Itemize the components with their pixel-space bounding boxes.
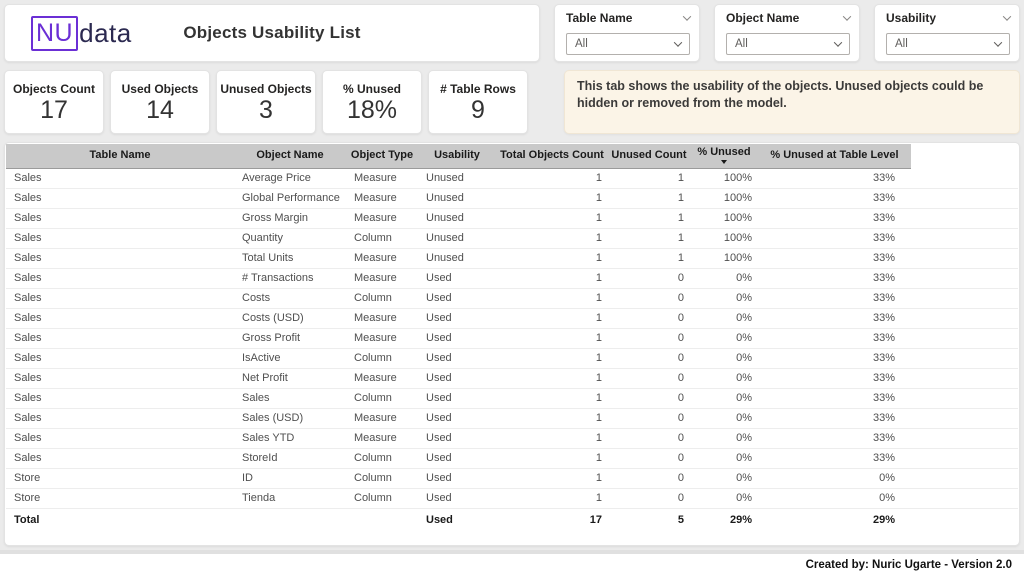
cell: 33%: [758, 208, 911, 228]
cell: Sales: [6, 368, 234, 388]
cell: Column: [346, 348, 418, 368]
cell: Tienda: [234, 488, 346, 508]
table-row[interactable]: [6, 268, 1018, 288]
cell: Store: [6, 468, 234, 488]
column-header-unused-count[interactable]: Unused Count: [608, 144, 690, 168]
cell: Measure: [346, 368, 418, 388]
cell: Sales: [6, 208, 234, 228]
table-header-row: [6, 144, 1018, 168]
cell: 33%: [758, 428, 911, 448]
cell: Column: [346, 448, 418, 468]
cell: 100%: [690, 228, 758, 248]
cell: Column: [346, 228, 418, 248]
cell: [911, 208, 1018, 228]
table-row[interactable]: [6, 288, 1018, 308]
table-row[interactable]: [6, 328, 1018, 348]
chevron-down-icon: [834, 38, 842, 46]
cell: Costs: [234, 288, 346, 308]
cell: 0%: [758, 468, 911, 488]
cell: 1: [496, 428, 608, 448]
table-row[interactable]: [6, 388, 1018, 408]
cell: Column: [346, 388, 418, 408]
cell: 0: [608, 468, 690, 488]
chevron-down-icon: [674, 38, 682, 46]
slicer-usability: [874, 4, 1020, 62]
cell: [911, 408, 1018, 428]
usability-table: [6, 144, 1018, 532]
cell: 0%: [690, 448, 758, 468]
cell: # Transactions: [234, 268, 346, 288]
cell: 33%: [758, 288, 911, 308]
kpi-used-objects: [110, 70, 210, 134]
cell: Unused: [418, 228, 496, 248]
cell: Used: [418, 488, 496, 508]
cell: Sales: [6, 448, 234, 468]
cell: Used: [418, 448, 496, 468]
total-cell: Used: [418, 508, 496, 532]
cell: 1: [608, 208, 690, 228]
total-cell: 29%: [690, 508, 758, 532]
cell: 0%: [690, 468, 758, 488]
usability-table-card: [4, 142, 1020, 546]
cell: 33%: [758, 268, 911, 288]
cell: 33%: [758, 348, 911, 368]
table-row[interactable]: [6, 448, 1018, 468]
cell: 0: [608, 448, 690, 468]
cell: Measure: [346, 168, 418, 188]
slicer-object-name-dropdown[interactable]: [726, 33, 850, 55]
cell: 1: [496, 268, 608, 288]
slicer-table-name-dropdown[interactable]: [566, 33, 690, 55]
cell: Sales: [6, 188, 234, 208]
header-filler: [911, 144, 1018, 168]
kpi-label: Used Objects: [121, 81, 199, 96]
cell: Total Units: [234, 248, 346, 268]
cell: Measure: [346, 188, 418, 208]
cell: 1: [608, 168, 690, 188]
cell: 0: [608, 368, 690, 388]
cell: Store: [6, 488, 234, 508]
kpi-objects-count: [4, 70, 104, 134]
cell: Measure: [346, 268, 418, 288]
kpi-value: 3: [259, 95, 273, 124]
column-header-total-objects-count[interactable]: Total Objects Count: [496, 144, 608, 168]
cell: 0%: [690, 268, 758, 288]
cell: 33%: [758, 448, 911, 468]
cell: Unused: [418, 208, 496, 228]
cell: 33%: [758, 328, 911, 348]
table-total-row: [6, 508, 1018, 532]
kpi-label: Unused Objects: [220, 81, 312, 96]
kpi-table-rows: [428, 70, 528, 134]
cell: 100%: [690, 168, 758, 188]
kpi-value: 18%: [346, 95, 398, 124]
cell: 33%: [758, 308, 911, 328]
slicer-object-name: [714, 4, 860, 62]
table-row[interactable]: [6, 308, 1018, 328]
cell: 0: [608, 388, 690, 408]
slicer-label: Usability: [886, 11, 937, 25]
cell: 1: [496, 468, 608, 488]
cell: [911, 488, 1018, 508]
cell: 1: [496, 188, 608, 208]
slicer-usability-dropdown[interactable]: [886, 33, 1010, 55]
cell: [911, 188, 1018, 208]
total-cell: [346, 508, 418, 532]
cell: Unused: [418, 248, 496, 268]
column-header-usability[interactable]: Usability: [418, 144, 496, 168]
logo-data-text: data: [79, 17, 132, 48]
cell: 1: [496, 208, 608, 228]
cell: Costs (USD): [234, 308, 346, 328]
slicer-selected-value: All: [575, 38, 588, 50]
column-header-table-name[interactable]: Table Name: [6, 144, 234, 168]
cell: 33%: [758, 248, 911, 268]
cell: Sales: [6, 168, 234, 188]
cell: Sales (USD): [234, 408, 346, 428]
chevron-down-icon: [994, 38, 1002, 46]
cell: 33%: [758, 408, 911, 428]
cell: 1: [496, 488, 608, 508]
table-row[interactable]: [6, 248, 1018, 268]
cell: Used: [418, 348, 496, 368]
cell: 100%: [690, 188, 758, 208]
cell: [911, 448, 1018, 468]
table-row[interactable]: [6, 228, 1018, 248]
cell: ID: [234, 468, 346, 488]
cell: Sales: [6, 328, 234, 348]
cell: IsActive: [234, 348, 346, 368]
cell: Unused: [418, 188, 496, 208]
cell: 1: [496, 408, 608, 428]
slicer-selected-value: All: [895, 38, 908, 50]
cell: [911, 368, 1018, 388]
cell: Gross Profit: [234, 328, 346, 348]
cell: Column: [346, 288, 418, 308]
cell: Used: [418, 308, 496, 328]
slicer-selected-value: All: [735, 38, 748, 50]
cell: Sales: [234, 388, 346, 408]
cell: Sales: [6, 228, 234, 248]
kpi-value: 14: [146, 95, 174, 124]
table-row[interactable]: [6, 208, 1018, 228]
cell: [911, 268, 1018, 288]
cell: 0: [608, 328, 690, 348]
info-note: This tab shows the usability of the objects. Unused objects could be hidden or removed from the model.: [564, 70, 1020, 134]
column-header-object-type[interactable]: Object Type: [346, 144, 418, 168]
table-row[interactable]: [6, 468, 1018, 488]
cell: Used: [418, 428, 496, 448]
cell: Used: [418, 368, 496, 388]
cell: 0%: [690, 348, 758, 368]
cell: 1: [496, 168, 608, 188]
cell: 0: [608, 488, 690, 508]
cell: StoreId: [234, 448, 346, 468]
kpi-row: [4, 70, 1020, 134]
cell: [911, 248, 1018, 268]
cell: 33%: [758, 188, 911, 208]
cell: Global Performance: [234, 188, 346, 208]
cell: 0: [608, 348, 690, 368]
cell: Measure: [346, 428, 418, 448]
total-cell: 17: [496, 508, 608, 532]
total-cell: [234, 508, 346, 532]
slicer-usability-header[interactable]: [886, 11, 1010, 25]
cell: 0%: [690, 288, 758, 308]
cell: Quantity: [234, 228, 346, 248]
logo-nu-mark: NU: [31, 16, 78, 51]
cell: Sales: [6, 408, 234, 428]
slicer-label: Object Name: [726, 11, 800, 25]
footer-bar: [0, 550, 1024, 575]
slicer-table-name-header[interactable]: [566, 11, 690, 25]
total-cell: 29%: [758, 508, 911, 532]
cell: [911, 428, 1018, 448]
cell: 100%: [690, 208, 758, 228]
cell: Column: [346, 468, 418, 488]
kpi-value: 17: [40, 95, 68, 124]
chevron-down-icon: [1003, 12, 1011, 20]
cell: Measure: [346, 308, 418, 328]
cell: 33%: [758, 368, 911, 388]
cell: Measure: [346, 328, 418, 348]
total-filler: [911, 508, 1018, 532]
chevron-down-icon: [843, 12, 851, 20]
cell: Average Price: [234, 168, 346, 188]
cell: 33%: [758, 168, 911, 188]
cell: 100%: [690, 248, 758, 268]
cell: 0%: [758, 488, 911, 508]
cell: 1: [496, 448, 608, 468]
table-row[interactable]: [6, 408, 1018, 428]
kpi-pct-unused: [322, 70, 422, 134]
cell: [911, 388, 1018, 408]
cell: 0%: [690, 368, 758, 388]
sort-descending-icon: [721, 160, 727, 164]
cell: 0: [608, 288, 690, 308]
cell: 1: [496, 288, 608, 308]
cell: Sales: [6, 308, 234, 328]
cell: Sales: [6, 248, 234, 268]
cell: Used: [418, 328, 496, 348]
cell: 1: [608, 248, 690, 268]
cell: 1: [496, 348, 608, 368]
table-row[interactable]: [6, 368, 1018, 388]
table-row[interactable]: [6, 168, 1018, 188]
cell: Sales: [6, 348, 234, 368]
table-row[interactable]: [6, 348, 1018, 368]
cell: 1: [496, 248, 608, 268]
cell: 0: [608, 408, 690, 428]
cell: 0: [608, 428, 690, 448]
column-header-pct-unused-table-level[interactable]: % Unused at Table Level: [758, 144, 911, 168]
cell: [911, 168, 1018, 188]
cell: 0%: [690, 328, 758, 348]
cell: Sales: [6, 268, 234, 288]
cell: Net Profit: [234, 368, 346, 388]
kpi-label: Objects Count: [12, 81, 95, 96]
table-row[interactable]: [6, 428, 1018, 448]
cell: [911, 468, 1018, 488]
cell: [911, 348, 1018, 368]
column-header-object-name[interactable]: Object Name: [234, 144, 346, 168]
cell: 0%: [690, 488, 758, 508]
cell: 33%: [758, 388, 911, 408]
cell: 0: [608, 268, 690, 288]
cell: Sales YTD: [234, 428, 346, 448]
cell: [911, 328, 1018, 348]
column-header-pct-unused[interactable]: % Unused: [690, 144, 758, 168]
cell: Used: [418, 268, 496, 288]
cell: 1: [496, 388, 608, 408]
cell: 0: [608, 308, 690, 328]
cell: Unused: [418, 168, 496, 188]
cell: 1: [496, 308, 608, 328]
kpi-label: # Table Rows: [440, 81, 516, 96]
title-card: [4, 4, 540, 62]
slicer-table-name: [554, 4, 700, 62]
total-label: Total: [6, 508, 234, 532]
cell: 33%: [758, 228, 911, 248]
slicer-label: Table Name: [566, 11, 633, 25]
cell: [911, 308, 1018, 328]
cell: Measure: [346, 248, 418, 268]
cell: 0%: [690, 408, 758, 428]
cell: Used: [418, 408, 496, 428]
cell: Sales: [6, 428, 234, 448]
cell: Gross Margin: [234, 208, 346, 228]
kpi-label: % Unused: [342, 81, 401, 96]
cell: 1: [608, 228, 690, 248]
table-row[interactable]: [6, 188, 1018, 208]
kpi-value: 9: [471, 95, 485, 124]
cell: Measure: [346, 208, 418, 228]
cell: 0%: [690, 308, 758, 328]
cell: 0%: [690, 388, 758, 408]
cell: 1: [496, 228, 608, 248]
total-cell: 5: [608, 508, 690, 532]
cell: 0%: [690, 428, 758, 448]
cell: [911, 288, 1018, 308]
top-row: [4, 4, 1020, 62]
chevron-down-icon: [683, 12, 691, 20]
table-body: [6, 168, 1018, 508]
cell: [911, 228, 1018, 248]
table-row[interactable]: [6, 488, 1018, 508]
cell: 1: [608, 188, 690, 208]
page-title: Objects Usability List: [183, 23, 361, 42]
cell: Measure: [346, 408, 418, 428]
cell: Sales: [6, 388, 234, 408]
cell: 1: [496, 368, 608, 388]
credit-text: Created by: Nuric Ugarte - Version 2.0: [805, 558, 1012, 571]
kpi-unused-objects: [216, 70, 316, 134]
cell: Column: [346, 488, 418, 508]
cell: Used: [418, 288, 496, 308]
cell: Sales: [6, 288, 234, 308]
cell: 1: [496, 328, 608, 348]
cell: Used: [418, 388, 496, 408]
slicer-object-name-header[interactable]: [726, 11, 850, 25]
cell: Used: [418, 468, 496, 488]
